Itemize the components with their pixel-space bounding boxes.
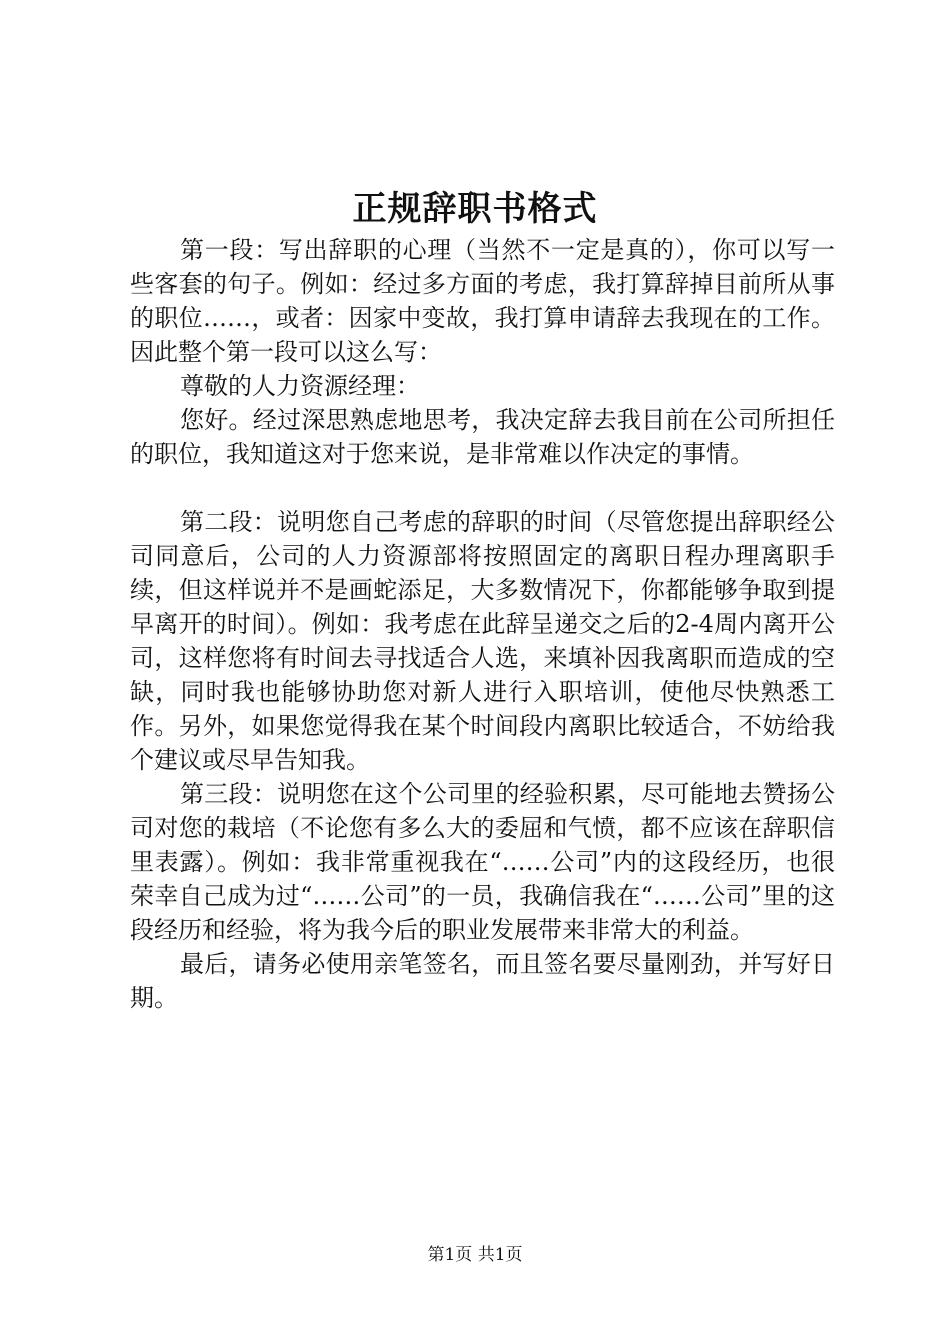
paragraph-1: 第一段：写出辞职的心理（当然不一定是真的），你可以写一些客套的句子。例如：经过多方面的考虑，我打算辞掉目前所从事的职位……，或者：因家中变故，我打算申请辞去我现在的工作。因此整个第一段可以这么写： [130, 236, 835, 366]
paragraph-2: 第二段：说明您自己考虑的辞职的时间（尽管您提出辞职经公司同意后，公司的人力资源部将按照固定的离职日程办理离职手续，但这样说并不是画蛇添足，大多数情况下，你都能够争取到提早离开的时间）。例如：我考虑在此辞呈递交之后的2-4周内离开公司，这样您将有时间去寻找适合人选，来填补因我离职而造成的空缺，同时我也能够协助您对新人进行入职培训，使他尽快熟悉工作。另外，如果您觉得我在某个时间段内离职比较适合，不妨给我个建议或尽早告知我。 [130, 508, 835, 774]
paragraph-gap [130, 471, 835, 505]
document-body [130, 233, 835, 1015]
paragraph-salutation: 尊敬的人力资源经理： [180, 372, 420, 400]
paragraph-closing: 最后，请务必使用亲笔签名，而且签名要尽量刚劲，并写好日期。 [130, 950, 835, 1012]
paragraph-greeting: 您好。经过深思熟虑地思考，我决定辞去我目前在公司所担任的职位，我知道这对于您来说，是非常难以作决定的事情。 [130, 406, 835, 468]
paragraph-3: 第三段：说明您在这个公司里的经验积累，尽可能地去赞扬公司对您的栽培（不论您有多么大的委屈和气愤，都不应该在辞职信里表露）。例如：我非常重视我在“……公司”内的这段经历，也很荣幸自己成为过“……公司”的一员，我确信我在“……公司”里的这段经历和经验，将为我今后的职业发展带来非常大的利益。 [130, 780, 835, 944]
document-title: 正规辞职书格式 [352, 189, 598, 229]
page-footer: 第1页 共1页 [427, 1245, 523, 1265]
